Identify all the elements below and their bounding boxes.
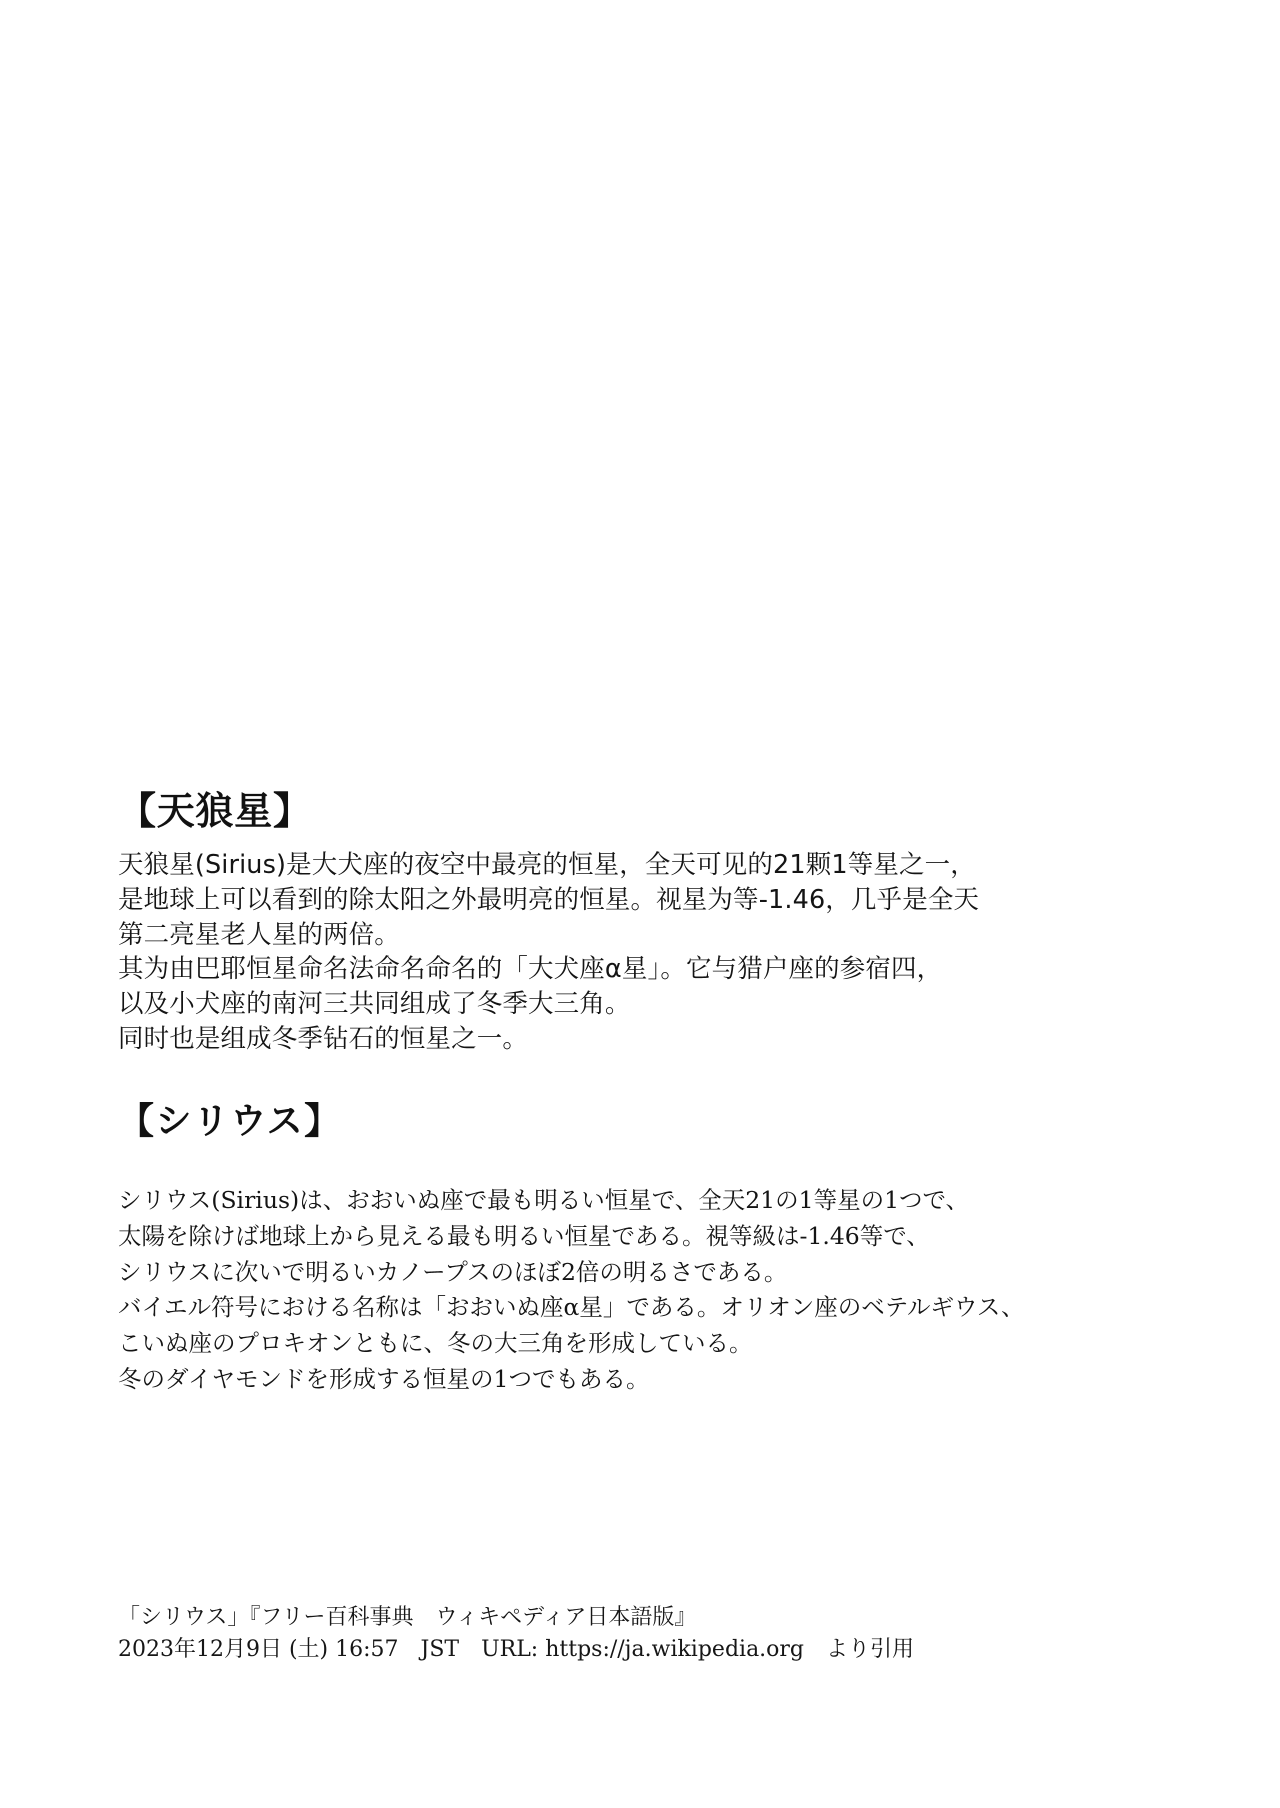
japanese-body-line: バイエル符号における名称は「おおいぬ座α星」である。オリオン座のベテルギウス、: [118, 1293, 1025, 1322]
chinese-heading: 【天狼星】: [118, 789, 312, 833]
japanese-heading: 【シリウス】: [118, 1100, 342, 1142]
chinese-body-line: 第二亮星老人星的两倍。: [118, 919, 400, 950]
citation: [118, 1602, 1158, 1666]
chinese-section: [118, 790, 1148, 1057]
citation-source-line: 「シリウス」『フリー百科事典 ウィキペディア日本語版』: [118, 1605, 697, 1630]
japanese-section: [118, 1100, 1158, 1398]
japanese-body-line: シリウス(Sirius)は、おおいぬ座で最も明るい恒星で、全天21の1等星の1つで、: [118, 1186, 970, 1215]
japanese-body-line: こいぬ座のプロキオンともに、冬の大三角を形成している。: [118, 1329, 753, 1358]
chinese-body-line: 天狼星(Sirius)是大犬座的夜空中最亮的恒星，全天可见的21颗1等星之一，: [118, 849, 976, 880]
chinese-body: [118, 848, 1148, 1058]
japanese-body-line: 太陽を除けば地球上から見える最も明るい恒星である。視等級は-1.46等で、: [118, 1221, 930, 1250]
chinese-body-line: 其为由巴耶恒星命名法命名命名的「大犬座α星」。它与猎户座的参宿四，: [118, 954, 943, 985]
japanese-body-line: シリウスに次いで明るいカノープスのほぼ2倍の明るさである。: [118, 1257, 788, 1286]
japanese-body: [118, 1183, 1158, 1397]
chinese-body-line: 以及小犬座的南河三共同组成了冬季大三角。: [118, 989, 631, 1020]
citation-url-line: 2023年12月9日 (土) 16:57 JST URL: https://ja.wikipedia.org より引用: [118, 1636, 915, 1662]
japanese-body-line: 冬のダイヤモンドを形成する恒星の1つでもある。: [118, 1364, 650, 1393]
chinese-body-line: 同时也是组成冬季钻石的恒星之一。: [118, 1024, 529, 1055]
chinese-body-line: 是地球上可以看到的除太阳之外最明亮的恒星。视星为等-1.46，几乎是全天: [118, 884, 980, 915]
